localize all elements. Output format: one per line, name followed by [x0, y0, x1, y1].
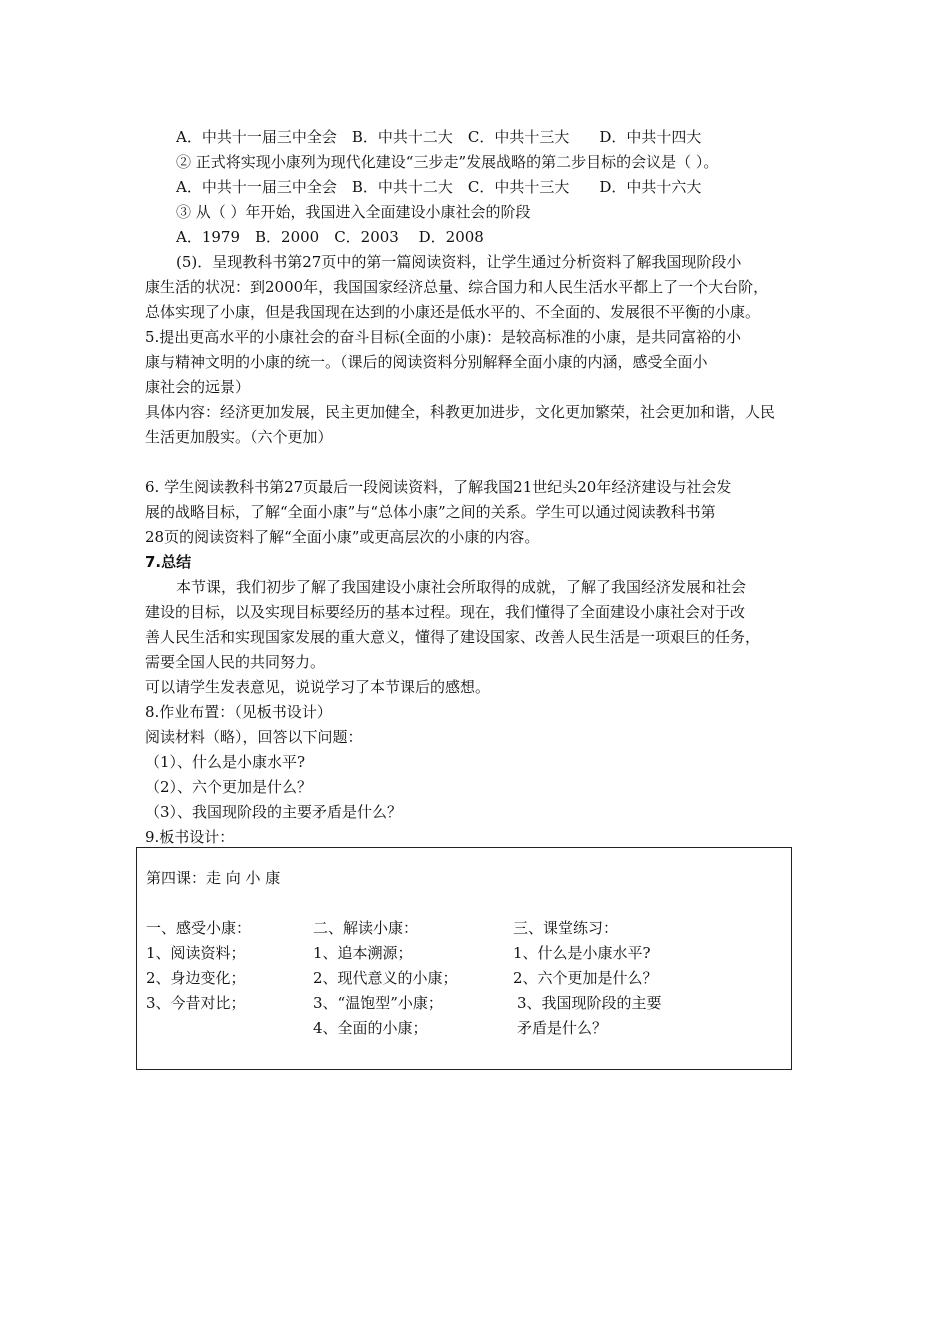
options-q3: A．1979 B．2000 C．2003 D．2008	[176, 228, 484, 246]
options-q2: A．中共十一届三中全会 B．中共十二大 C．中共十三大 D．中共十六大	[176, 178, 702, 196]
board-col1-item: 3、今昔对比；	[146, 994, 246, 1012]
board-col2-item: 3、“温饱型”小康；	[313, 994, 443, 1012]
board-col3-item: 3、我国现阶段的主要	[517, 994, 662, 1012]
section-7-line-1: 本节课，我们初步了解了我国建设小康社会所取得的成就，了解了我国经济发展和社会	[176, 578, 747, 596]
section-7-line-5: 可以请学生发表意见，说说学习了本节课后的感想。	[145, 678, 491, 696]
board-design-box	[136, 847, 792, 1070]
board-col3-heading: 三、课堂练习：	[513, 919, 619, 937]
para-5-line-2: 康生活的状况：到2000年，我国国家经济总量、综合国力和人民生活水平都上了一个大台阶，	[145, 278, 769, 296]
board-col3-item: 矛盾是什么？	[517, 1019, 608, 1037]
board-col1-item: 1、阅读资料；	[146, 944, 246, 962]
board-col1-item: 2、身边变化；	[146, 969, 246, 987]
section-8-intro: 阅读材料（略），回答以下问题：	[145, 728, 363, 746]
section-9-heading: 9.板书设计：	[145, 828, 235, 846]
section-5-line-1: 5.提出更高水平的小康社会的奋斗目标(全面的小康)：是较高标准的小康，是共同富裕的小	[145, 328, 742, 346]
board-col2-item: 2、现代意义的小康；	[313, 969, 458, 987]
section-5-line-5: 生活更加殷实。（六个更加）	[145, 428, 333, 446]
section-7-line-2: 建设的目标，以及实现目标要经历的基本过程。现在，我们懂得了全面建设小康社会对于改	[145, 603, 746, 621]
section-6-line-2: 展的战略目标，了解“全面小康”与“总体小康”之间的关系。学生可以通过阅读教科书第	[145, 503, 716, 521]
section-7-line-3: 善人民生活和实现国家发展的重大意义，懂得了建设国家、改善人民生活是一项艰巨的任务，	[145, 628, 761, 646]
para-5-line-3: 总体实现了小康，但是我国现在达到的小康还是低水平的、不全面的、发展很不平衡的小康。	[145, 303, 761, 321]
board-col3-item: 1、什么是小康水平?	[513, 944, 651, 962]
homework-question-3: （3）、我国现阶段的主要矛盾是什么？	[145, 803, 403, 821]
question-3: ③ 从（ ）年开始，我国进入全面建设小康社会的阶段	[176, 203, 531, 221]
section-7-line-4: 需要全国人民的共同努力。	[145, 653, 326, 671]
board-col3-item: 2、六个更加是什么？	[513, 969, 658, 987]
section-5-line-2: 康与精神文明的小康的统一。（课后的阅读资料分别解释全面小康的内涵，感受全面小	[145, 353, 708, 371]
homework-question-2: （2）、六个更加是什么？	[145, 778, 313, 796]
board-col2-item: 1、追本溯源；	[313, 944, 413, 962]
para-5-line-1: (5)．呈现教科书第27页中的第一篇阅读资料，让学生通过分析资料了解我国现阶段小	[176, 253, 742, 271]
section-7-heading: 7.总结	[145, 553, 192, 571]
section-5-line-4: 具体内容：经济更加发展，民主更加健全，科教更加进步，文化更加繁荣，社会更加和谐，人民	[145, 403, 776, 421]
section-8-heading: 8.作业布置：（见板书设计）	[145, 703, 332, 721]
board-title: 第四课：走 向 小 康	[146, 869, 281, 887]
question-2: ② 正式将实现小康列为现代化建设“三步走”发展战略的第二步目标的会议是（ ）。	[176, 153, 719, 171]
options-q1: A．中共十一届三中全会 B．中共十二大 C．中共十三大 D．中共十四大	[176, 128, 702, 146]
section-6-line-1: 6. 学生阅读教科书第27页最后一段阅读资料，了解我国21世纪头20年经济建设与社会发	[145, 478, 732, 496]
section-5-line-3: 康社会的远景）	[145, 378, 251, 396]
board-col2-heading: 二、解读小康：	[313, 919, 419, 937]
board-col1-heading: 一、感受小康：	[146, 919, 252, 937]
homework-question-1: （1）、什么是小康水平?	[145, 753, 306, 771]
board-col2-item: 4、全面的小康；	[313, 1019, 428, 1037]
section-6-line-3: 28页的阅读资料了解“全面小康”或更高层次的小康的内容。	[145, 528, 540, 546]
